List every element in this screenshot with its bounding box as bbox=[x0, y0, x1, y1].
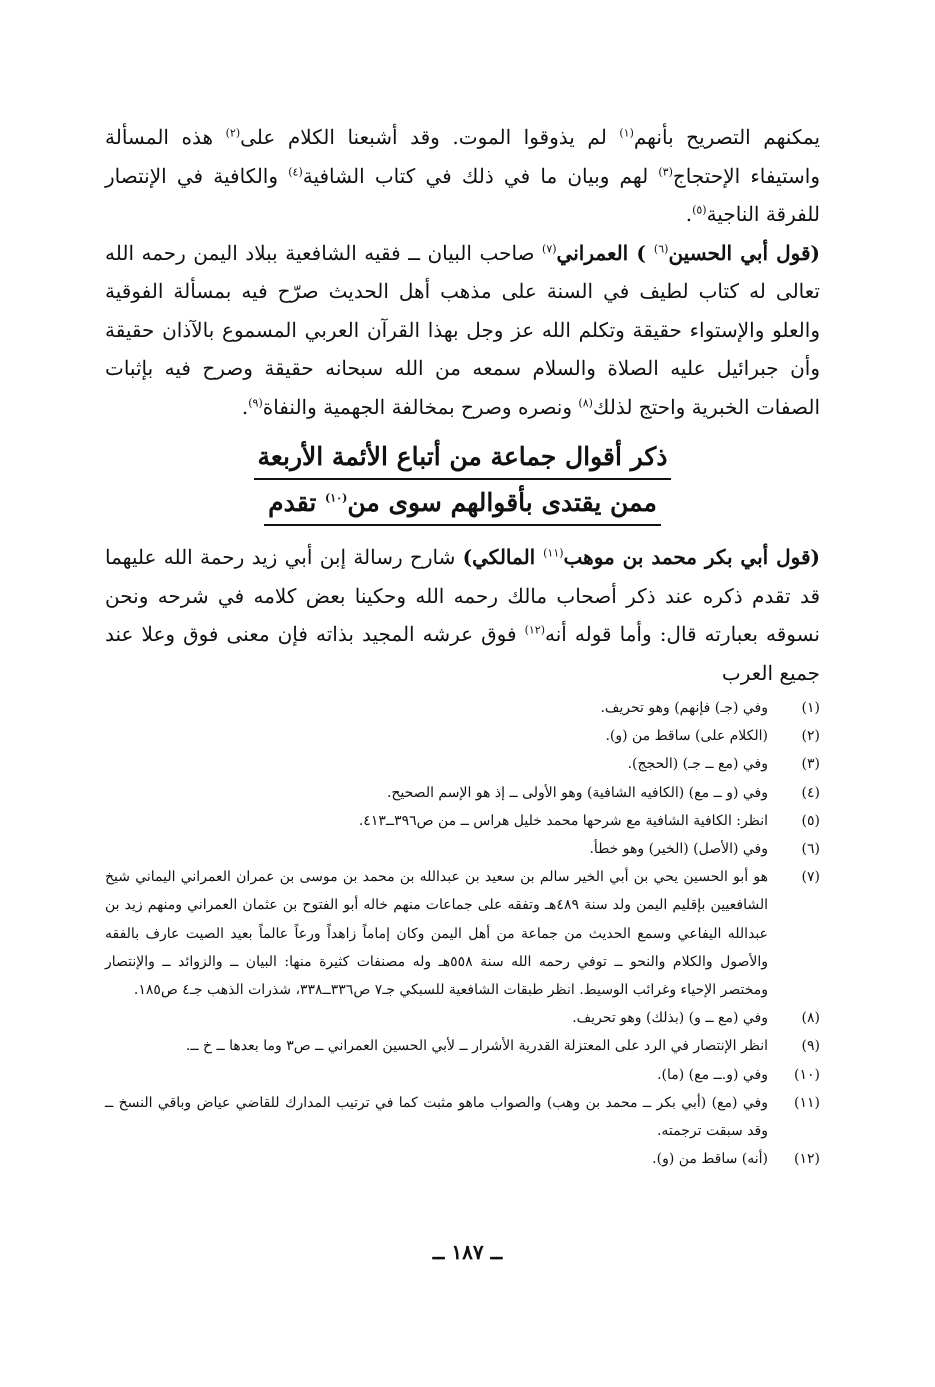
footnote bbox=[105, 779, 820, 807]
footnote-text: (أنه) ساقط من (و). bbox=[652, 1151, 768, 1168]
footnote bbox=[105, 863, 820, 1004]
footnote-ref[interactable]: (٦) bbox=[653, 241, 669, 255]
footnote-ref[interactable]: (٨) bbox=[578, 395, 593, 409]
footnote bbox=[105, 722, 820, 750]
footnote-text: وفي (و ــ مع) (الكافيه الشافية) وهو الأولى ــ إذ هو الإسم الصحيح. bbox=[386, 784, 768, 801]
footnote bbox=[105, 694, 820, 722]
footnote-ref[interactable]: (١٢) bbox=[524, 623, 545, 637]
footnote-ref[interactable]: (١٠) bbox=[325, 491, 348, 505]
footnote-number: (١١) bbox=[794, 1094, 820, 1111]
heading-line-1: ذكر أقوال جماعة من أتباع الأئمة الأربعة bbox=[254, 438, 672, 480]
footnote bbox=[105, 1004, 820, 1032]
footnote-number: (٧) bbox=[801, 869, 820, 886]
heading-line-2 bbox=[264, 484, 661, 526]
footnote-number: (٢) bbox=[801, 728, 820, 745]
footnote bbox=[105, 807, 820, 835]
paragraph-2 bbox=[105, 234, 820, 427]
footnotes bbox=[105, 694, 820, 1173]
footnote-text: وفي (جـ) فإنهم) وهو تحريف. bbox=[600, 700, 768, 716]
footnote-text: انظر: الكافية الشافية مع شرحها محمد خليل هراس ــ من ص٣٩٦ــ٤١٣. bbox=[358, 812, 768, 829]
footnote-text: هو أبو الحسين يحي بن أبي الخير سالم بن سعيد بن عبدالله بن محمد بن موسى بن عمران العمراني اليماني شيخ الشافعيين بإقليم اليمن ولد سنة ٤٨٩هـ وتفقه على جماعات منهم خاله أبو الفتوح بن عثمان العمراني ومنهم زيد بن عبدالله اليفاعي وسمع الحديث من جماعة من أهل اليمن وكان إماماً زاهداً ورعاً عالماً بعيد الصيت عارف بالفقه والأصول والكلام والنحو ــ توفي رحمه الله سنة ٥٥٨هـ وله مصنفات كثيرة منها: البيان ــ والزوائد ــ والإنتصار ومختصر الإحياء وغرائب الوسيط. انظر طبقات الشافعية للسبكي جـ٧ ص٣٣٦ــ٣٣٨، شذرات الذهب جـ٤ ص١٨٥. bbox=[105, 869, 769, 999]
text-run: هذه المسألة واستيفاء الإحتجاج bbox=[105, 125, 821, 188]
footnote-text: (الكلام على) ساقط من (و). bbox=[605, 728, 768, 745]
text-run: صاحب البيان ــ فقيه الشافعية ببلاد اليمن رحمه الله تعالى له كتاب لطيف في السنة على مذهب أهل الحديث صرّح فيه بمسألة الفوقية والعلو والإستواء حقيقة وتكلم الله عز وجل بهذا القرآن العربي المسموع بالآذان حقيقة وأن جبرائيل عليه الصلاة والسلام سمعه من الله سبحانه حقيقة وصرح فيه بإثبات الصفات الخبرية واحتج لذلك bbox=[105, 240, 820, 419]
footnote-ref[interactable]: (٩) bbox=[248, 395, 263, 409]
text-run: لهم وبيان ما في ذلك في كتاب الشافية bbox=[302, 163, 659, 188]
footnote-ref[interactable]: (١١) bbox=[543, 546, 564, 560]
text-run: يمكنهم التصريح بأنهم bbox=[633, 125, 821, 149]
footnote-number: (٥) bbox=[801, 812, 820, 829]
footnote bbox=[105, 1061, 820, 1089]
bold-lead: (قول أبي بكر محمد بن موهب bbox=[563, 545, 820, 569]
page-content bbox=[105, 118, 820, 1173]
footnote-ref[interactable]: (٤) bbox=[288, 164, 303, 178]
text-run: تقدم bbox=[268, 488, 326, 517]
footnote-text: وفي (الأصل) (الخير) وهو خطأ. bbox=[589, 841, 768, 858]
footnote-number: (٦) bbox=[801, 841, 820, 858]
footnote-number: (٣) bbox=[801, 756, 820, 773]
footnote-text: انظر الإنتصار في الرد على المعتزلة القدرية الأشرار ــ لأبي الحسين العمراني ــ ص٣ وما بعدها ــ خ ــ. bbox=[185, 1038, 768, 1055]
footnote-text: وفي (مع) (أبي بكر ــ محمد بن وهب) والصواب ماهو مثبت كما في ترتيب المدارك للقاضي عياض وباقي النسخ ــ وقد سبقت ترجمته. bbox=[105, 1094, 768, 1140]
section-heading bbox=[105, 436, 820, 528]
text-run: ونصره وصرح بمخالفة الجهمية والنفاة bbox=[262, 394, 579, 419]
text-run: لم يذوقوا الموت. وقد أشبعنا الكلام على bbox=[240, 125, 620, 149]
footnote-number: (١٢) bbox=[794, 1151, 820, 1168]
text-run: والكافية في الإنتصار للفرقة الناجية bbox=[105, 163, 820, 226]
footnote-text: وفي (مع ــ جـ) (الحجج). bbox=[627, 756, 768, 773]
text-run: . bbox=[241, 394, 249, 419]
text-run: ممن يقتدى بأقوالهم سوى من bbox=[347, 488, 657, 517]
footnote-ref[interactable]: (٧) bbox=[542, 241, 557, 255]
footnote-ref[interactable]: (٣) bbox=[658, 164, 673, 178]
bold-lead: المالكي) bbox=[462, 545, 544, 569]
footnote-ref[interactable]: (٢) bbox=[225, 126, 241, 140]
text-run: شارح رسالة إبن أبي زيد رحمة الله عليهما قد تقدم ذكره عند ذكر أصحاب مالك رحمه الله وحكينا بعض كلامه في شرحه ونحن نسوقه بعبارته قال: وأما قوله أنه bbox=[105, 545, 820, 646]
footnote-text: وفي (مع ــ و) (بذلك) وهو تحريف. bbox=[572, 1010, 768, 1027]
footnote-text: وفي (و.ــ مع) (ما). bbox=[657, 1066, 768, 1083]
text-run: فوق عرشه المجيد بذاته فإن معنى فوق وعلا عند جميع العرب bbox=[105, 622, 820, 685]
footnote bbox=[105, 1145, 820, 1173]
bold-lead: (قول أبي الحسين bbox=[668, 240, 820, 265]
footnote-ref[interactable]: (١) bbox=[619, 126, 634, 140]
text-run: . bbox=[685, 202, 693, 226]
text-run: ) العمراني bbox=[556, 240, 654, 265]
footnote bbox=[105, 1089, 820, 1145]
footnote bbox=[105, 750, 820, 778]
footnote-number: (١) bbox=[801, 700, 820, 716]
footnote-number: (١٠) bbox=[794, 1066, 820, 1083]
footnote-number: (٨) bbox=[801, 1010, 820, 1027]
footnote-number: (٤) bbox=[801, 784, 820, 801]
footnote-ref[interactable]: (٥) bbox=[692, 203, 707, 217]
page-number: ــ ١٨٧ ــ bbox=[432, 1240, 503, 1264]
footnote bbox=[105, 1032, 820, 1060]
footnote-number: (٩) bbox=[801, 1038, 820, 1055]
footnote bbox=[105, 835, 820, 863]
paragraph-3 bbox=[105, 538, 820, 692]
paragraph-1 bbox=[105, 118, 820, 234]
